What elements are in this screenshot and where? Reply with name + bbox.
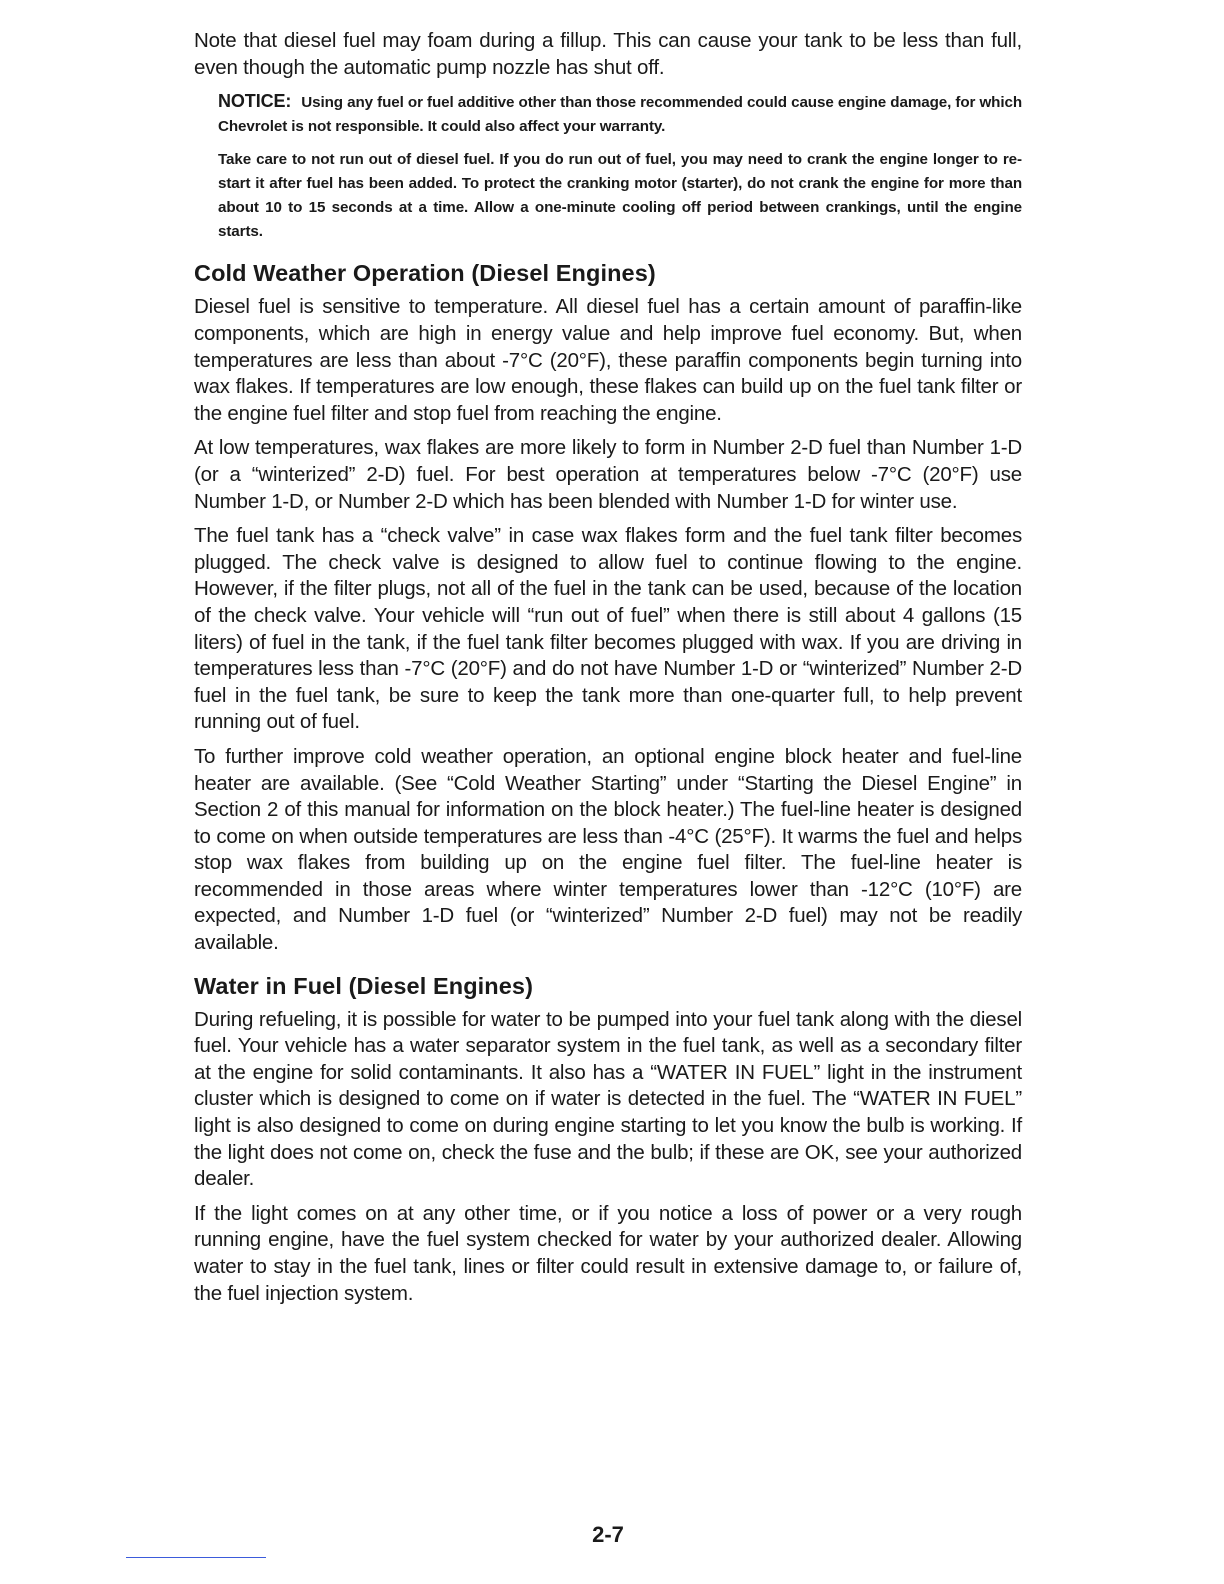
water-paragraph-2: If the light comes on at any other time, or if you notice a loss of power or a very rough running engine, have the fuel system checked for water by your authorized dealer. Allowing water to stay in the fuel tank, lines or filter could result in extensive damage to, or failure of, the fuel injection system. — [194, 1201, 1022, 1305]
footer-rule — [126, 1557, 266, 1558]
intro-paragraph: Note that diesel fuel may foam during a fillup. This can cause your tank to be less than full, even though the automatic pump nozzle has shut off. — [194, 29, 1022, 79]
notice-block-2: Take care to not run out of diesel fuel. If you do run out of fuel, you may need to crank the engine longer to re-start it after fuel has been added. To protect the cranking motor (starter), do not crank the engine for more than about 10 to 15 seconds at a time. Allow a one-minute cooling off period between crankings, until the engine starts. — [218, 150, 1022, 241]
notice-block — [218, 89, 1022, 139]
notice-label: NOTICE: — [218, 91, 292, 112]
cold-weather-paragraph-3: The fuel tank has a “check valve” in case wax flakes form and the fuel tank filter becomes plugged. The check valve is designed to allow fuel to continue flowing to the engine. However, if the filter plugs, not all of the fuel in the tank can be used, because of the location of the check valve. Your vehicle will “run out of fuel” when there is still about 4 gallons (15 liters) of fuel in the tank, if the fuel tank filter becomes plugged with wax. If you are driving in temperatures less than -7°C (20°F) and do not have Number 1-D or “winterized” Number 2-D fuel in the fuel tank, be sure to keep the tank more than one-quarter full, to help prevent running out of fuel. — [194, 524, 1022, 734]
heading-water-in-fuel: Water in Fuel (Diesel Engines) — [194, 972, 534, 999]
cold-weather-paragraph-1: Diesel fuel is sensitive to temperature. All diesel fuel has a certain amount of paraffin-like components, which are high in energy value and help improve fuel economy. But, when temperatures are less than about -7°C (20°F), these paraffin components begin turning into wax flakes. If temperatures are low enough, these flakes can build up on the fuel tank filter or the engine fuel filter and stop fuel from reaching the engine. — [194, 295, 1022, 425]
water-paragraph-1: During refueling, it is possible for water to be pumped into your fuel tank along with the diesel fuel. Your vehicle has a water separator system in the fuel tank, as well as a secondary filter at the engine for solid contaminants. It also has a “WATER IN FUEL” light in the instrument cluster which is designed to come on if water is detected in the fuel. The “WATER IN FUEL” light is also designed to come on during engine starting to let you know the bulb is working. If the light does not come on, check the fuse and the bulb; if these are OK, see your authorized dealer. — [194, 1007, 1022, 1191]
page-number: 2-7 — [592, 1522, 624, 1547]
manual-page — [194, 28, 1022, 1547]
cold-weather-paragraph-4: To further improve cold weather operation, an optional engine block heater and fuel-line heater are available. (See “Cold Weather Starting” under “Starting the Diesel Engine” in Section 2 of this manual for information on the block heater.) The fuel-line heater is designed to come on when outside temperatures are less than -4°C (25°F). It warms the fuel and helps stop wax flakes from building up on the engine fuel filter. The fuel-line heater is recommended in those areas where winter temperatures lower than -12°C (10°F) are expected, and Number 1-D fuel (or “winterized” Number 2-D fuel) may not be readily available. — [194, 744, 1022, 955]
heading-cold-weather: Cold Weather Operation (Diesel Engines) — [194, 260, 656, 287]
cold-weather-paragraph-2: At low temperatures, wax flakes are more likely to form in Number 2-D fuel than Number 1-D (or a “winterized” 2-D) fuel. For best operation at temperatures below -7°C (20°F) use Number 1-D, or Number 2-D which has been blended with Number 1-D for winter use. — [194, 436, 1022, 513]
notice-text: Using any fuel or fuel additive other than those recommended could cause engine damage, for which Chevrolet is not responsible. It could also affect your warranty. — [218, 94, 1022, 136]
